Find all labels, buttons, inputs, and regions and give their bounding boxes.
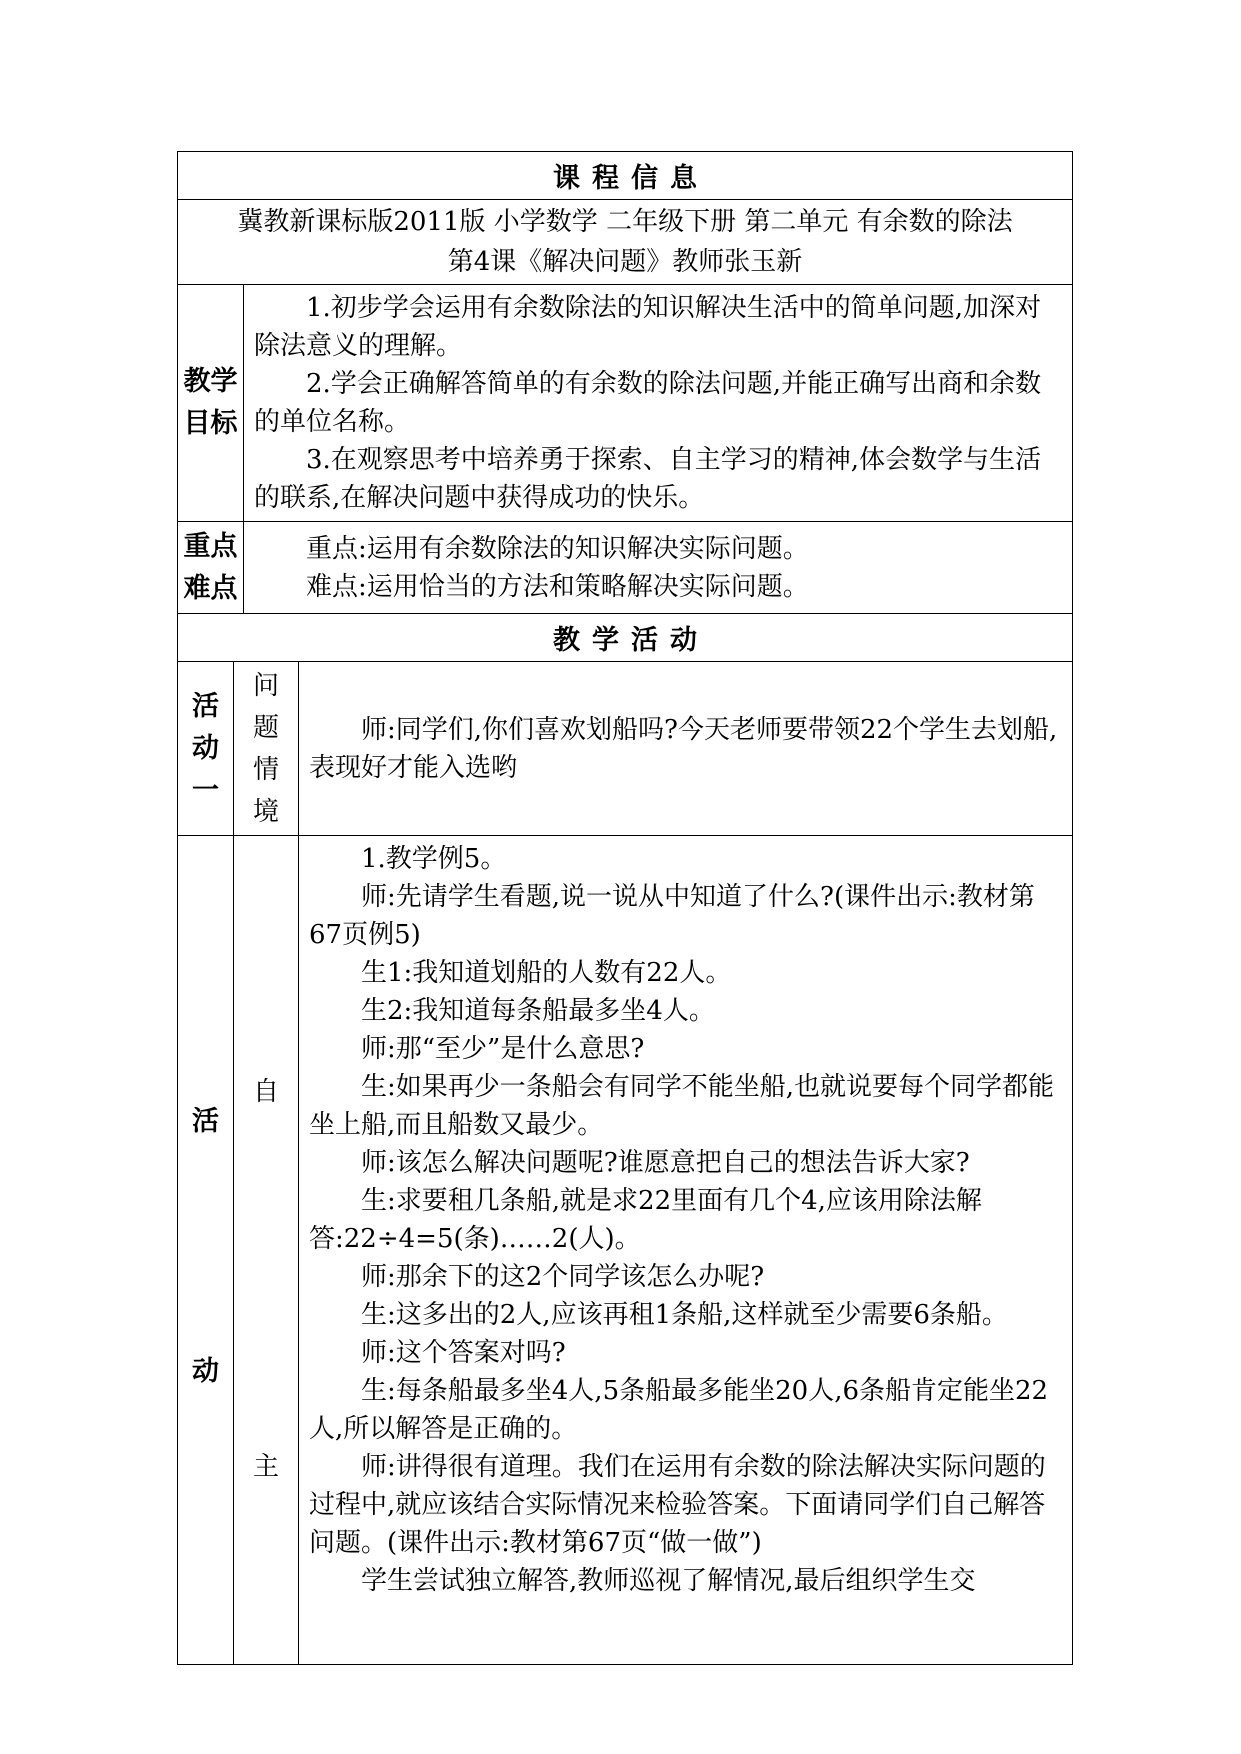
activity1-type-char: 题 xyxy=(252,712,279,743)
course-info-header-text: 课程信息 xyxy=(553,163,709,194)
activity1-content xyxy=(299,662,1073,836)
activity2-paragraph: 生:如果再少一条船会有同学不能坐船,也就说要每个同学都能坐上船,而且船数又最少。 xyxy=(309,1072,1055,1140)
activity2-paragraph: 师:先请学生看题,说一说从中知道了什么?(课件出示:教材第67页例5) xyxy=(309,882,1035,950)
keys-label xyxy=(178,522,244,614)
course-info-line2: 第4课《解决问题》教师张玉新 xyxy=(447,247,803,277)
activity2-type xyxy=(234,836,299,1665)
activity1-label-char: 一 xyxy=(192,774,219,806)
activity2-paragraph: 学生尝试独立解答,教师巡视了解情况,最后组织学生交 xyxy=(361,1566,976,1596)
activity2-type-bottom: 主 xyxy=(252,1452,279,1482)
goal-item: 2.学会正确解答简单的有余数的除法问题,并能正确写出商和余数的单位名称。 xyxy=(254,369,1042,437)
activity1-label-char: 活 xyxy=(192,690,219,722)
activity2-paragraph: 师:该怎么解决问题呢?谁愿意把自己的想法告诉大家? xyxy=(361,1148,970,1178)
goal-item: 3.在观察思考中培养勇于探索、自主学习的精神,体会数学与生活的联系,在解决问题中获得成功的快乐。 xyxy=(254,445,1042,513)
goals-label-line2: 目标 xyxy=(183,408,238,439)
activity2-paragraph: 1.教学例5。 xyxy=(361,844,507,874)
goal-item: 1.初步学会运用有余数除法的知识解决生活中的简单问题,加深对除法意义的理解。 xyxy=(254,293,1042,361)
lesson-table xyxy=(177,151,1073,1665)
course-info-line1: 冀教新课标版2011版 小学数学 二年级下册 第二单元 有余数的除法 xyxy=(237,207,1013,237)
activity2-paragraph: 生:求要租几条船,就是求22里面有几个4,应该用除法解答:22÷4=5(条)……2(人)。 xyxy=(309,1186,982,1254)
activity2-paragraph: 师:讲得很有道理。我们在运用有余数的除法解决实际问题的过程中,就应该结合实际情况来检验答案。下面请同学们自己解答问题。(课件出示:教材第67页“做一做”) xyxy=(309,1452,1046,1558)
goals-content xyxy=(244,285,1073,522)
activity1-label-char: 动 xyxy=(192,732,219,764)
activity1-text: 师:同学们,你们喜欢划船吗?今天老师要带领22个学生去划船,表现好才能入选哟 xyxy=(309,714,1058,783)
activity2-paragraph: 师:那余下的这2个同学该怎么办呢? xyxy=(361,1262,765,1292)
key-point: 重点:运用有余数除法的知识解决实际问题。 xyxy=(306,533,809,564)
activity2-paragraph: 生1:我知道划船的人数有22人。 xyxy=(361,958,732,988)
activity2-type-top: 自 xyxy=(252,1077,279,1107)
goals-label-line1: 教学 xyxy=(183,366,238,397)
keys-content xyxy=(244,522,1073,614)
activities-header-text: 教学活动 xyxy=(553,625,709,656)
activity1-type-char: 境 xyxy=(252,796,279,827)
goals-label xyxy=(178,285,244,522)
activity2-content xyxy=(299,836,1073,1665)
activity2-paragraph: 生:每条船最多坐4人,5条船最多能坐20人,6条船肯定能坐22人,所以解答是正确的。 xyxy=(309,1376,1049,1444)
keys-label-line1: 重点 xyxy=(183,530,238,562)
activity1-type-char: 问 xyxy=(252,670,279,701)
difficult-point: 难点:运用恰当的方法和策略解决实际问题。 xyxy=(306,571,809,602)
activity2-paragraph: 生:这多出的2人,应该再租1条船,这样就至少需要6条船。 xyxy=(361,1300,1008,1330)
activity2-paragraph: 师:这个答案对吗? xyxy=(361,1338,566,1368)
activity2-label xyxy=(178,836,234,1665)
activity2-label-bottom: 动 xyxy=(192,1356,219,1387)
course-info-header xyxy=(178,152,1073,200)
keys-label-line2: 难点 xyxy=(183,572,238,604)
activity1-type-char: 情 xyxy=(252,754,279,785)
course-info xyxy=(178,200,1073,285)
activity1-label xyxy=(178,662,234,836)
activity1-type xyxy=(234,662,299,836)
activity2-paragraph: 师:那“至少”是什么意思? xyxy=(361,1034,645,1064)
activities-header xyxy=(178,614,1073,662)
activity2-label-top: 活 xyxy=(192,1106,219,1137)
activity2-paragraph: 生2:我知道每条船最多坐4人。 xyxy=(361,996,715,1026)
